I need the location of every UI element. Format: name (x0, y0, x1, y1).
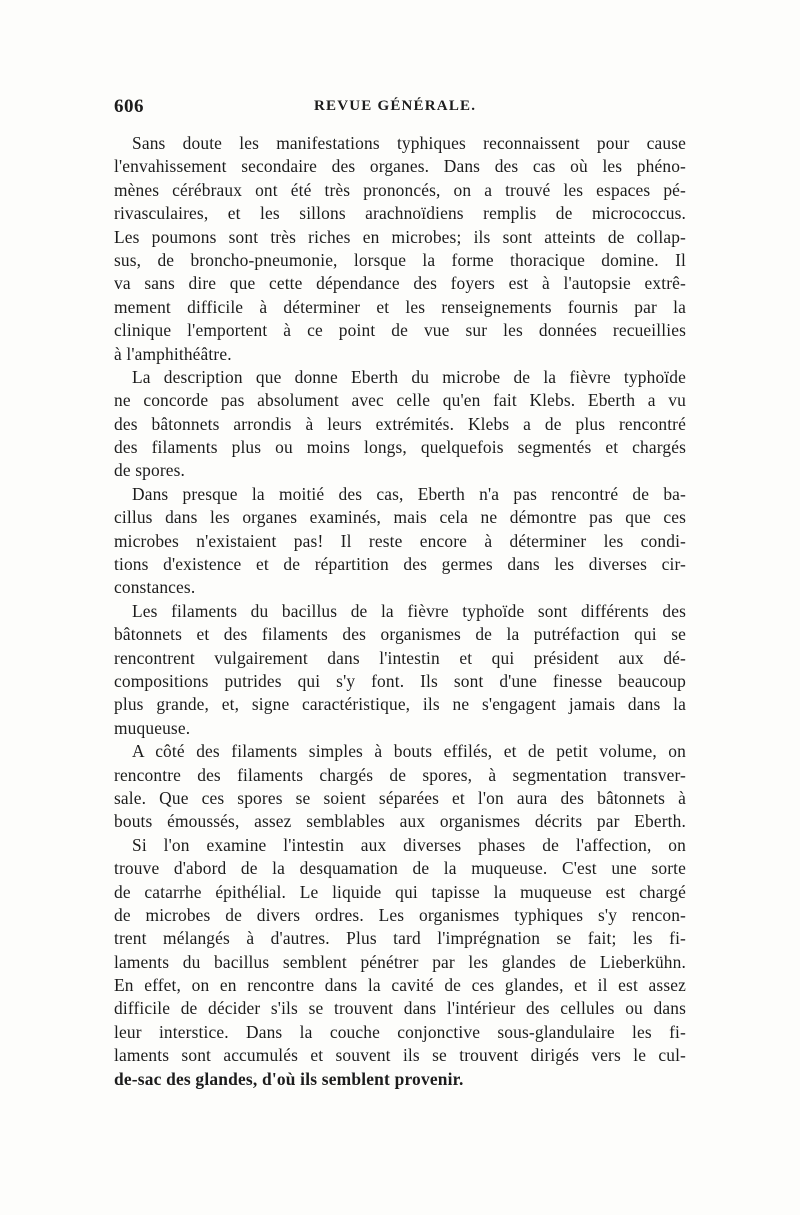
text-line: Les filaments du bacillus de la fièvre typhoïde sont différents des (132, 600, 686, 621)
paragraph (114, 366, 686, 483)
text-line: de microbes de divers ordres. Les organismes typhiques s'y rencon- (114, 904, 686, 925)
text-line: rencontre des filaments chargés de spores, à segmentation transver- (114, 764, 686, 785)
text-line: sus, de broncho-pneumonie, lorsque la forme thoracique domine. Il (114, 249, 686, 270)
text-line: A côté des filaments simples à bouts effilés, et de petit volume, on (132, 741, 686, 762)
text-line: Dans presque la moitié des cas, Eberth n'a pas rencontré de ba- (132, 483, 686, 504)
text-line: de catarrhe épithélial. Le liquide qui tapisse la muqueuse est chargé (114, 881, 686, 902)
text-line: Si l'on examine l'intestin aux diverses phases de l'affection, on (132, 834, 686, 855)
text-line: plus grande, et, signe caractéristique, ils ne s'engagent jamais dans la (114, 694, 686, 715)
text-line: trent mélangés à d'autres. Plus tard l'imprégnation se fait; les fi- (114, 928, 686, 949)
text-line: clinique l'emportent à ce point de vue sur les données recueillies (114, 320, 686, 341)
text-line: ne concorde pas absolument avec celle qu'en fait Klebs. Eberth a vu (114, 390, 686, 411)
paragraph (114, 834, 686, 1091)
text-line: va sans dire que cette dépendance des foyers est à l'autopsie extrê- (114, 273, 686, 294)
body-text (114, 132, 686, 1091)
page-number: 606 (114, 96, 144, 117)
text-line: laments du bacillus semblent pénétrer par les glandes de Lieberkühn. (114, 951, 686, 972)
text-line: l'envahissement secondaire des organes. Dans des cas où les phéno- (114, 156, 686, 177)
text-line: de-sac des glandes, d'où ils semblent provenir. (114, 1068, 464, 1089)
text-line: En effet, on en rencontre dans la cavité de ces glandes, et il est assez (114, 975, 686, 996)
running-head (114, 96, 684, 122)
paragraph (114, 483, 686, 600)
text-line: compositions putrides qui s'y font. Ils sont d'une finesse beaucoup (114, 670, 686, 691)
text-line: rivasculaires, et les sillons arachnoïdiens remplis de micrococcus. (114, 203, 686, 224)
text-line: bâtonnets et des filaments des organismes de la putréfaction qui se (114, 624, 686, 645)
text-line: des filaments plus ou moins longs, quelquefois segmentés et chargés (114, 437, 686, 458)
text-line: de spores. (114, 460, 186, 481)
journal-title: REVUE GÉNÉRALE. (314, 98, 477, 114)
text-line: cillus dans les organes examinés, mais cela ne démontre pas que ces (114, 507, 686, 528)
text-line: Sans doute les manifestations typhiques reconnaissent pour cause (132, 133, 686, 153)
text-line: mènes cérébraux ont été très prononcés, on a trouvé les espaces pé- (114, 179, 686, 200)
paragraph (114, 600, 686, 740)
text-line: tions d'existence et de répartition des germes dans les diverses cir- (114, 554, 686, 575)
text-line: Les poumons sont très riches en microbes; ils sont atteints de collap- (114, 226, 686, 247)
text-line: trouve d'abord de la desquamation de la muqueuse. C'est une sorte (114, 858, 686, 879)
text-line: à l'amphithéâtre. (114, 343, 232, 364)
text-line: rencontrent vulgairement dans l'intestin et qui président aux dé- (114, 647, 686, 668)
text-line: leur interstice. Dans la couche conjonctive sous-glandulaire les fi- (114, 1021, 686, 1042)
paragraph (114, 132, 686, 366)
text-line: constances. (114, 577, 196, 598)
text-line: difficile de décider s'ils se trouvent dans l'intérieur des cellules ou dans (114, 998, 686, 1019)
text-line: des bâtonnets arrondis à leurs extrémités. Klebs a de plus rencontré (114, 413, 686, 434)
text-line: bouts émoussés, assez semblables aux organismes décrits par Eberth. (114, 811, 686, 832)
text-line: sale. Que ces spores se soient séparées et l'on aura des bâtonnets à (114, 787, 686, 808)
text-line: laments sont accumulés et souvent ils se trouvent dirigés vers le cul- (114, 1045, 686, 1066)
text-line: microbes n'existaient pas! Il reste encore à déterminer les condi- (114, 530, 686, 551)
text-line: muqueuse. (114, 717, 191, 738)
text-line: La description que donne Eberth du microbe de la fièvre typhoïde (132, 366, 686, 387)
text-line: mement difficile à déterminer et les renseignements fournis par la (114, 296, 686, 317)
paragraph (114, 740, 686, 834)
